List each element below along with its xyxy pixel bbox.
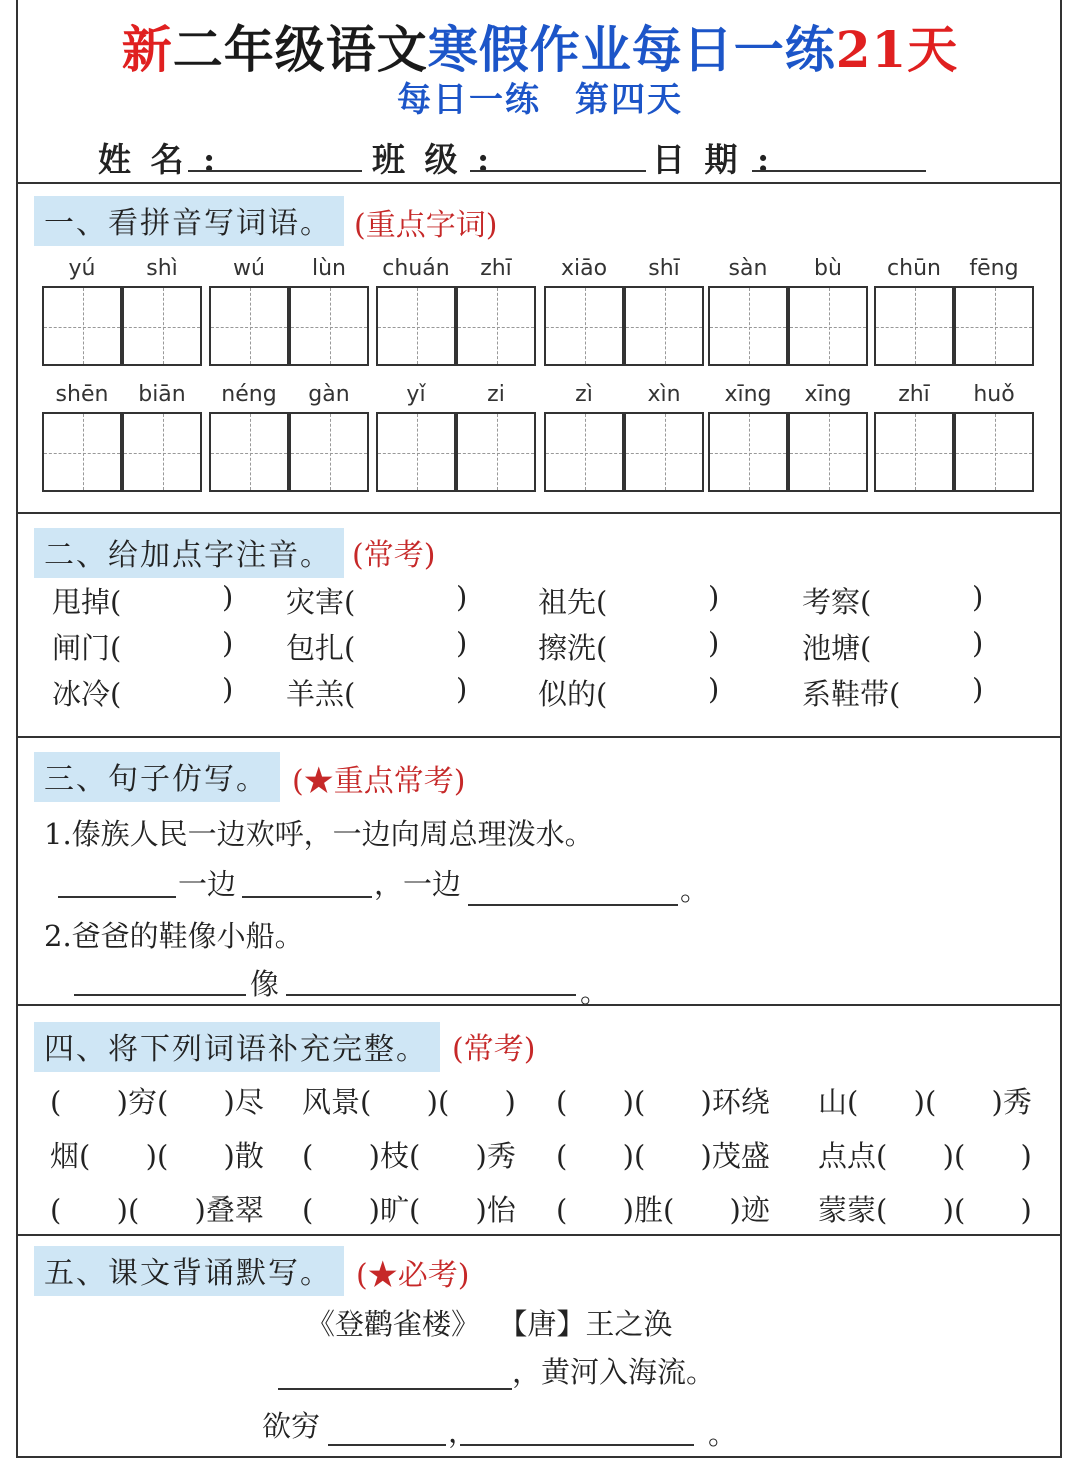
- pinyin-label: zhī: [480, 256, 512, 281]
- idiom-item[interactable]: 山( )( )秀: [818, 1085, 1032, 1119]
- pinyin-label: huǒ: [973, 382, 1015, 407]
- pinyin-label: shēn: [55, 382, 109, 407]
- pinyin-label: zhī: [898, 382, 930, 407]
- blank-s1-a[interactable]: [58, 896, 176, 898]
- char-box[interactable]: [954, 412, 1034, 492]
- divider: [16, 512, 1062, 514]
- poem-line1-end: ，黄河入海流。: [512, 1355, 716, 1389]
- close-paren: ): [222, 580, 234, 614]
- divider: [16, 182, 1062, 184]
- close-paren: ): [708, 580, 720, 614]
- section-2-tag: (常考): [352, 538, 436, 573]
- word-yibian-2: ，一边: [374, 867, 462, 901]
- char-box[interactable]: [874, 286, 954, 366]
- close-paren: ): [708, 626, 720, 660]
- phonetic-word: 系鞋带(: [802, 677, 901, 711]
- section-4-tag: (常考): [452, 1032, 536, 1067]
- close-paren: ): [972, 626, 984, 660]
- close-paren: ): [222, 626, 234, 660]
- close-paren: ): [456, 672, 468, 706]
- word-yibian-1: 一边: [178, 867, 237, 901]
- name-label: 姓 名 :: [98, 140, 220, 179]
- pinyin-label: xiāo: [560, 256, 608, 281]
- period: 。: [680, 873, 710, 907]
- poem-period: 。: [708, 1417, 738, 1451]
- pinyin-label: fēng: [969, 256, 1019, 281]
- char-box[interactable]: [624, 286, 704, 366]
- pinyin-answer-slot[interactable]: [872, 630, 968, 664]
- pinyin-label: zi: [487, 382, 505, 407]
- pinyin-answer-slot[interactable]: [608, 584, 704, 618]
- char-box[interactable]: [289, 286, 369, 366]
- close-paren: ): [456, 626, 468, 660]
- pinyin-label: néng: [221, 382, 277, 407]
- section-3-heading: 三、句子仿写。: [34, 752, 280, 802]
- pinyin-label: shī: [648, 256, 680, 281]
- idiom-item[interactable]: ( )( )环绕: [556, 1085, 770, 1119]
- date-field[interactable]: [752, 170, 926, 172]
- char-box[interactable]: [874, 412, 954, 492]
- divider: [16, 1004, 1062, 1006]
- phonetic-word: 似的(: [538, 677, 608, 711]
- idiom-item[interactable]: ( )( )茂盛: [556, 1139, 770, 1173]
- char-box[interactable]: [544, 412, 624, 492]
- page-title: 新二年级语文寒假作业每日一练21天: [121, 20, 959, 79]
- pinyin-label: lùn: [312, 256, 346, 281]
- blank-poem-line1[interactable]: [278, 1388, 512, 1390]
- divider: [16, 736, 1062, 738]
- char-box[interactable]: [209, 412, 289, 492]
- char-box[interactable]: [209, 286, 289, 366]
- char-box[interactable]: [122, 412, 202, 492]
- pinyin-label: xīng: [804, 382, 852, 407]
- pinyin-answer-slot[interactable]: [122, 676, 218, 710]
- pinyin-answer-slot[interactable]: [608, 676, 704, 710]
- pinyin-answer-slot[interactable]: [356, 676, 452, 710]
- pinyin-label: gàn: [308, 382, 350, 407]
- phonetic-word: 甩掉(: [52, 585, 122, 619]
- char-box[interactable]: [788, 412, 868, 492]
- section-3-tag: (★重点常考): [292, 764, 466, 799]
- char-box[interactable]: [624, 412, 704, 492]
- pinyin-answer-slot[interactable]: [122, 584, 218, 618]
- section-1-heading: 一、看拼音写词语。: [34, 196, 344, 246]
- pinyin-label: shì: [146, 256, 178, 281]
- idiom-item[interactable]: 烟( )( )散: [50, 1139, 264, 1173]
- pinyin-label: wú: [233, 256, 265, 281]
- char-box[interactable]: [708, 412, 788, 492]
- pinyin-label: chuán: [382, 256, 450, 281]
- phonetic-word: 灾害(: [286, 585, 356, 619]
- blank-s2-a[interactable]: [74, 994, 246, 996]
- section-5-heading: 五、课文背诵默写。: [34, 1246, 344, 1296]
- char-box[interactable]: [376, 412, 456, 492]
- close-paren: ): [222, 672, 234, 706]
- phonetic-word: 祖先(: [538, 585, 608, 619]
- pinyin-answer-slot[interactable]: [356, 584, 452, 618]
- idiom-item[interactable]: ( )( )叠翠: [50, 1193, 264, 1227]
- pinyin-label: yǐ: [406, 382, 426, 407]
- date-label: 日 期 :: [652, 140, 774, 179]
- word-xiang: 像: [250, 967, 280, 1001]
- phonetic-word: 羊羔(: [286, 677, 356, 711]
- pinyin-answer-slot[interactable]: [872, 584, 968, 618]
- pinyin-label: zì: [575, 382, 593, 407]
- char-box[interactable]: [544, 286, 624, 366]
- sentence-1: 1.傣族人民一边欢呼，一边向周总理泼水。: [44, 817, 594, 851]
- idiom-item[interactable]: 点点( )( ): [818, 1139, 1032, 1173]
- char-box[interactable]: [376, 286, 456, 366]
- blank-s2-b[interactable]: [286, 994, 576, 996]
- char-box[interactable]: [708, 286, 788, 366]
- blank-s1-c[interactable]: [468, 904, 678, 906]
- divider: [16, 1234, 1062, 1236]
- pinyin-label: bù: [814, 256, 842, 281]
- pinyin-answer-slot[interactable]: [872, 676, 968, 710]
- pinyin-label: yú: [68, 256, 96, 281]
- blank-poem-line2-b[interactable]: [460, 1444, 694, 1446]
- pinyin-answer-slot[interactable]: [356, 630, 452, 664]
- poem-comma: ，: [448, 1415, 478, 1449]
- blank-s1-b[interactable]: [242, 896, 372, 898]
- char-box[interactable]: [289, 412, 369, 492]
- phonetic-word: 擦洗(: [538, 631, 608, 665]
- pinyin-answer-slot[interactable]: [608, 630, 704, 664]
- char-box[interactable]: [42, 286, 122, 366]
- poem-line2-start: 欲穷: [262, 1409, 321, 1443]
- poem-title: 《登鹳雀楼》 【唐】王之涣: [306, 1307, 673, 1341]
- idiom-item[interactable]: ( )胜( )迹: [556, 1193, 770, 1227]
- close-paren: ): [972, 672, 984, 706]
- class-field[interactable]: [470, 170, 646, 172]
- char-box[interactable]: [954, 286, 1034, 366]
- pinyin-label: xìn: [647, 382, 681, 407]
- blank-poem-line2-a[interactable]: [328, 1444, 446, 1446]
- pinyin-answer-slot[interactable]: [122, 630, 218, 664]
- section-5-tag: (★必考): [356, 1258, 470, 1293]
- idiom-item[interactable]: ( )穷( )尽: [50, 1085, 264, 1119]
- char-box[interactable]: [122, 286, 202, 366]
- idiom-item[interactable]: ( )枝( )秀: [302, 1139, 516, 1173]
- pinyin-label: xīng: [724, 382, 772, 407]
- page-subtitle: 每日一练 第四天: [397, 80, 683, 120]
- period: 。: [580, 975, 610, 1009]
- close-paren: ): [972, 580, 984, 614]
- phonetic-word: 包扎(: [286, 631, 356, 665]
- phonetic-word: 冰冷(: [52, 677, 122, 711]
- pinyin-label: biān: [138, 382, 186, 407]
- char-box[interactable]: [42, 412, 122, 492]
- idiom-item[interactable]: 风景( )( ): [302, 1085, 516, 1119]
- phonetic-word: 考察(: [802, 585, 872, 619]
- section-1-tag: (重点字词): [354, 208, 498, 243]
- close-paren: ): [708, 672, 720, 706]
- name-field[interactable]: [188, 170, 362, 172]
- idiom-item[interactable]: ( )旷( )怡: [302, 1193, 516, 1227]
- phonetic-word: 池塘(: [802, 631, 872, 665]
- close-paren: ): [456, 580, 468, 614]
- idiom-item[interactable]: 蒙蒙( )( ): [818, 1193, 1032, 1227]
- char-box[interactable]: [456, 286, 536, 366]
- char-box[interactable]: [456, 412, 536, 492]
- char-box[interactable]: [788, 286, 868, 366]
- class-label: 班 级 :: [372, 140, 494, 179]
- phonetic-word: 闸门(: [52, 631, 122, 665]
- sentence-2: 2.爸爸的鞋像小船。: [44, 919, 304, 953]
- pinyin-label: sàn: [728, 256, 768, 281]
- pinyin-label: chūn: [887, 256, 941, 281]
- section-4-heading: 四、将下列词语补充完整。: [34, 1022, 440, 1072]
- section-2-heading: 二、给加点字注音。: [34, 528, 344, 578]
